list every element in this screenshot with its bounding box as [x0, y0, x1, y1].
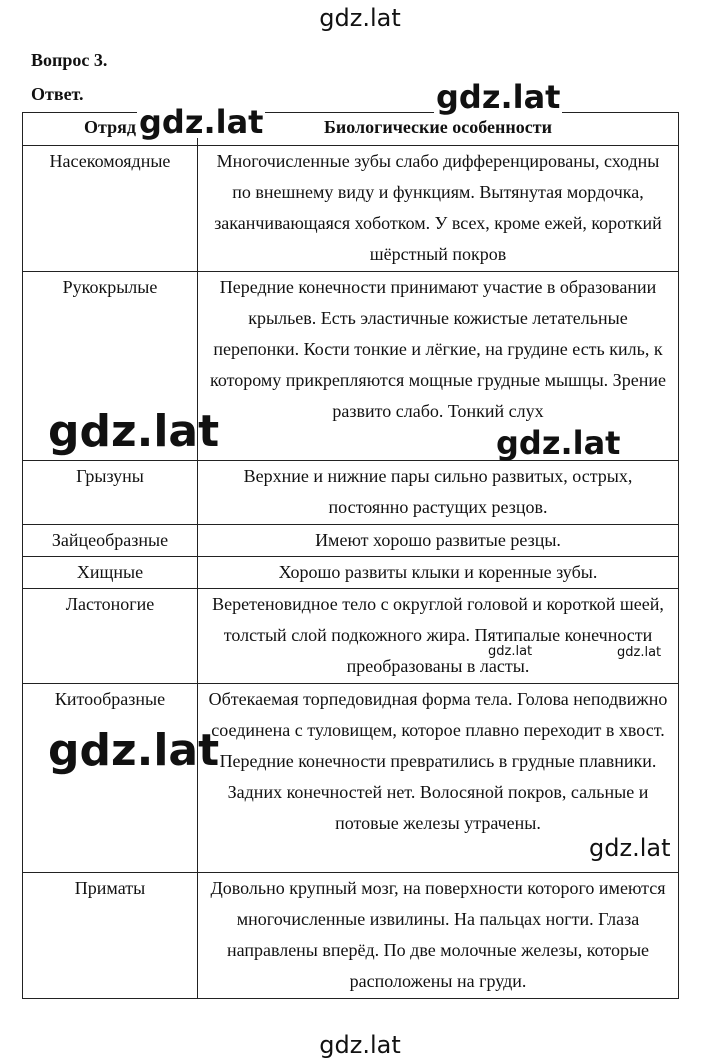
- features-cell: Передние конечности принимают участие в образовании крыльев. Есть эластичные кожистые летательные перепонки. Кости тонкие и лёгкие, на грудине есть киль, к которому прикрепляются мощные грудные мышцы. Зрение развито слабо. Тонкий слух: [198, 272, 679, 461]
- column-header-features: Биологические особенности: [198, 113, 679, 146]
- features-cell: Верхние и нижние пары сильно развитых, острых, постоянно растущих резцов.: [198, 461, 679, 525]
- table-row: [23, 557, 679, 589]
- watermark-body-1: gdz.lat: [48, 406, 220, 457]
- order-cell: Ластоногие: [23, 589, 198, 684]
- order-cell: Насекомоядные: [23, 146, 198, 272]
- order-cell: Приматы: [23, 873, 198, 999]
- features-cell: Веретеновидное тело с округлой головой и короткой шеей, толстый слой подкожного жира. Пятипалые конечности преобразованы в ласты.: [198, 589, 679, 684]
- watermark-body-2: gdz.lat: [496, 424, 621, 462]
- table-row: [23, 873, 679, 999]
- watermark-small-1: gdz.lat: [488, 644, 533, 659]
- order-cell: Зайцеобразные: [23, 525, 198, 557]
- watermark-top: gdz.lat: [319, 4, 401, 32]
- watermark-small-2: gdz.lat: [617, 645, 662, 660]
- table-header-row: [23, 113, 679, 146]
- watermark-body-3: gdz.lat: [48, 725, 220, 776]
- watermark-header-left: gdz.lat: [139, 103, 264, 141]
- watermark-header-right: gdz.lat: [436, 78, 561, 116]
- table-row: [23, 461, 679, 525]
- column-header-order: Отряд: [23, 113, 198, 146]
- order-cell: Рукокрылые: [23, 272, 198, 461]
- order-cell: Грызуны: [23, 461, 198, 525]
- table-row: [23, 684, 679, 873]
- features-cell: Обтекаемая торпедовидная форма тела. Голова неподвижно соединена с туловищем, которое плавно переходит в хвост. Передние конечности превратились в грудные плавники. Задних конечностей нет. Волосяной покров, сальные и потовые железы утрачены.: [198, 684, 679, 873]
- features-cell: Многочисленные зубы слабо дифференцированы, сходны по внешнему виду и функциям. Вытянутая мордочка, заканчивающаяся хоботком. У всех, кроме ежей, короткий шёрстный покров: [198, 146, 679, 272]
- biology-table: [22, 112, 679, 999]
- answer-heading: Ответ.: [31, 84, 84, 104]
- table-row: [23, 146, 679, 272]
- watermark-bottom: gdz.lat: [319, 1031, 401, 1059]
- table-row: [23, 525, 679, 557]
- table-row: [23, 589, 679, 684]
- features-cell: Хорошо развиты клыки и коренные зубы.: [198, 557, 679, 589]
- question-heading: Вопрос 3.: [31, 50, 108, 70]
- order-cell: Китообразные: [23, 684, 198, 873]
- order-cell: Хищные: [23, 557, 198, 589]
- features-cell: Довольно крупный мозг, на поверхности которого имеются многочисленные извилины. На пальцах ногти. Глаза направлены вперёд. По две молочные железы, которые расположены на груди.: [198, 873, 679, 999]
- watermark-mid: gdz.lat: [589, 834, 671, 862]
- features-cell: Имеют хорошо развитые резцы.: [198, 525, 679, 557]
